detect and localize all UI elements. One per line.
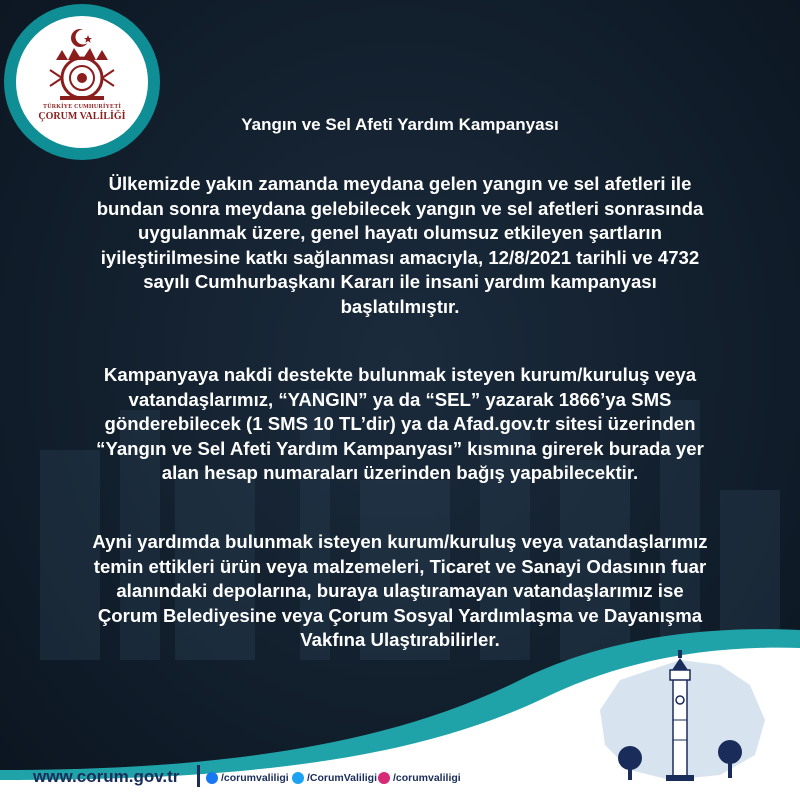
facebook-link[interactable] xyxy=(206,771,289,785)
corum-valiligi-logo xyxy=(4,4,160,160)
logo-subtitle: TÜRKİYE CUMHURİYETİ xyxy=(43,104,121,110)
facebook-handle: /corumvaliligi xyxy=(221,772,289,784)
paragraph-2: Kampanyaya nakdi destekte bulunmak isteyen kurum/kuruluş veya vatandaşlarımız, “YANGIN” ya da “SEL” yazarak 1866’ya SMS gönderebilecek (1 SMS 10 TL’dir) ya da Afad.gov.tr sitesi üzerinden “Yangın ve Sel Afeti Yardım Kampanyası” kısmına girerek burada yer alan hesap numaraları üzerinden bağış yapabilecektir. xyxy=(96,364,704,483)
corum-map-illustration xyxy=(580,640,780,790)
twitter-icon xyxy=(292,772,304,784)
paragraph-1: Ülkemizde yakın zamanda meydana gelen yangın ve sel afetleri ile bundan sonra meydana gelebilecek yangın ve sel afetleri sonrasında uygulanmak üzere, genel hayatı olumsuz etkileyen şartların iyileştirilmesine katkı sağlanması amacıyla, 12/8/2021 tarihli ve 4732 sayılı Cumhurbaşkanı Kararı ile insani yardım kampanyası başlatılmıştır. xyxy=(96,173,704,317)
website-link[interactable]: www.corum.gov.tr xyxy=(33,767,180,786)
footer-divider xyxy=(197,765,200,787)
twitter-link[interactable] xyxy=(292,771,377,785)
paragraph-3: Ayni yardımda bulunmak isteyen kurum/kuruluş veya vatandaşlarımız temin ettikleri ürün veya malzemeleri, Ticaret ve Sanayi Odasının fuar alanındaki depolarına, buraya ulaştıramayan vatandaşlarımız ise Çorum Belediyesine veya Çorum Sosyal Yardımlaşma ve Dayanışma Vakfına Ulaştırabilirler. xyxy=(92,531,708,650)
instagram-handle: /corumvaliligi xyxy=(393,772,461,784)
facebook-icon xyxy=(206,772,218,784)
instagram-icon xyxy=(378,772,390,784)
instagram-link[interactable] xyxy=(378,771,461,785)
logo-name: ÇORUM VALİLİĞİ xyxy=(38,111,126,122)
twitter-handle: /CorumValiligi xyxy=(307,772,378,784)
page-title: Yangın ve Sel Afeti Yardım Kampanyası xyxy=(241,115,559,134)
